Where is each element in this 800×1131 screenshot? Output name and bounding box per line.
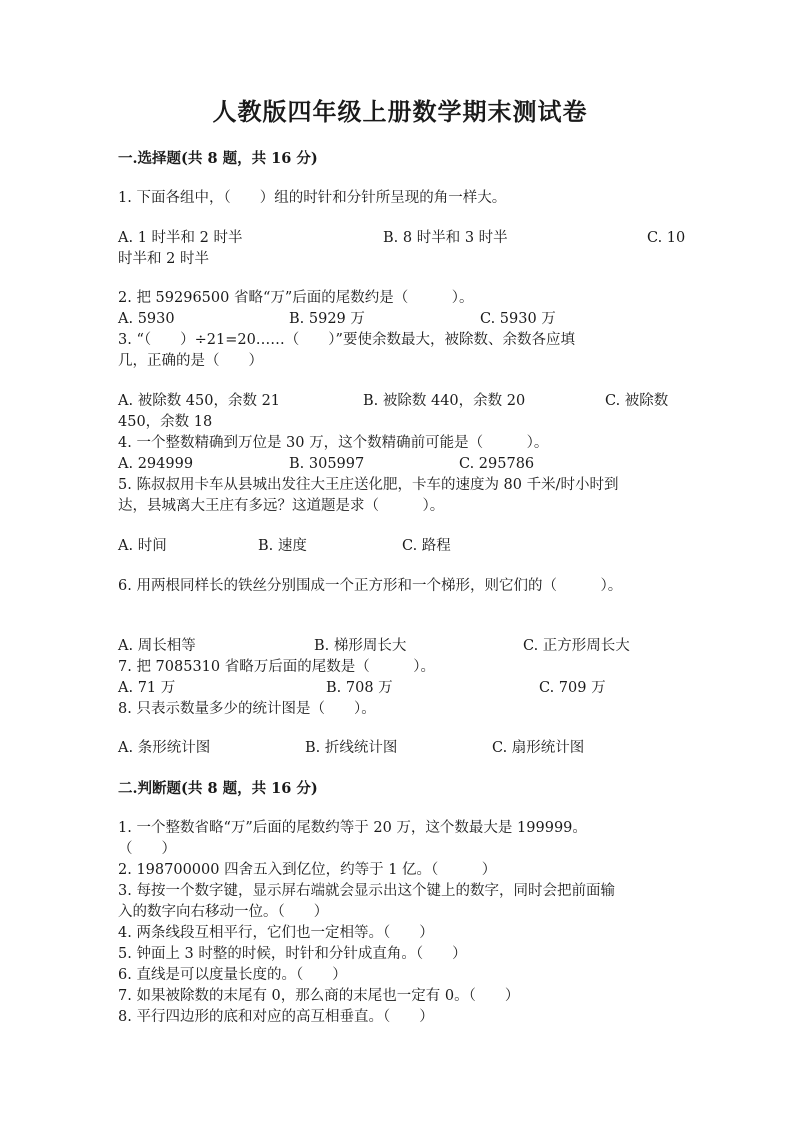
question-stem: 5. 陈叔叔用卡车从县城出发往大王庄送化肥，卡车的速度为 80 千米/时小时到: [118, 477, 619, 493]
option-a: A. 周长相等: [118, 638, 196, 654]
question-stem: 2. 把 59296500 省略“万”后面的尾数约是（ ）。: [118, 290, 474, 306]
judgement-item: 4. 两条线段互相平行，它们也一定相等。（ ）: [118, 925, 434, 941]
section-heading-choice: 一.选择题(共 8 题，共 16 分): [118, 150, 318, 167]
option-c-continued: 时半和 2 时半: [118, 251, 209, 267]
page-title: 人教版四年级上册数学期末测试卷: [212, 97, 588, 126]
judgement-item: 7. 如果被除数的末尾有 0，那么商的末尾也一定有 0。（ ）: [118, 988, 520, 1004]
judgement-item: 5. 钟面上 3 时整的时候，时针和分针成直角。（ ）: [118, 946, 467, 962]
option-b: B. 梯形周长大: [314, 638, 407, 654]
question-stem-continued: 几，正确的是（ ）: [118, 353, 263, 369]
option-b: B. 被除数 440，余数 20: [363, 393, 526, 409]
option-c: C. 5930 万: [480, 311, 556, 327]
option-c: C. 295786: [459, 456, 535, 472]
question-stem: 4. 一个整数精确到万位是 30 万，这个数精确前可能是（ ）。: [118, 435, 549, 451]
option-b: B. 速度: [258, 538, 307, 554]
judgement-item-continued: 入的数字向右移动一位。（ ）: [118, 904, 329, 920]
option-a: A. 1 时半和 2 时半: [118, 230, 243, 246]
option-a: A. 被除数 450，余数 21: [118, 393, 281, 409]
question-stem: 3. “（ ）÷21=20……（ ）”要使余数最大，被除数、余数各应填: [118, 332, 575, 348]
option-a: A. 条形统计图: [118, 740, 211, 756]
option-c: C. 路程: [402, 538, 451, 554]
option-a: A. 时间: [118, 538, 167, 554]
option-b: B. 折线统计图: [305, 740, 398, 756]
option-a: A. 71 万: [118, 680, 176, 696]
option-b: B. 305997: [289, 456, 365, 472]
question-stem-continued: 达，县城离大王庄有多远？这道题是求（ ）。: [118, 498, 445, 514]
judgement-item-bracket: （ ）: [118, 841, 176, 857]
option-c: C. 正方形周长大: [523, 638, 630, 654]
judgement-item: 3. 每按一个数字键，显示屏右端就会显示出这个键上的数字，同时会把前面输: [118, 883, 615, 899]
option-b: B. 708 万: [326, 680, 393, 696]
judgement-item: 8. 平行四边形的底和对应的高互相垂直。（ ）: [118, 1009, 434, 1025]
judgement-item: 1. 一个整数省略“万”后面的尾数约等于 20 万，这个数最大是 199999。: [118, 820, 587, 836]
judgement-item: 2. 198700000 四舍五入到亿位，约等于 1 亿。（ ）: [118, 862, 497, 878]
option-c: C. 扇形统计图: [492, 740, 585, 756]
question-stem: 1. 下面各组中，（ ）组的时针和分针所呈现的角一样大。: [118, 190, 507, 206]
option-b: B. 5929 万: [289, 311, 365, 327]
question-stem: 6. 用两根同样长的铁丝分别围成一个正方形和一个梯形，则它们的（ ）。: [118, 578, 623, 594]
section-heading-judgement: 二.判断题(共 8 题，共 16 分): [118, 780, 318, 797]
option-c: C. 10: [647, 230, 686, 246]
option-a: A. 5930: [118, 311, 175, 327]
judgement-item: 6. 直线是可以度量长度的。（ ）: [118, 967, 347, 983]
option-c: C. 709 万: [539, 680, 606, 696]
option-c-continued: 450，余数 18: [118, 414, 213, 430]
question-stem: 8. 只表示数量多少的统计图是（ ）。: [118, 701, 376, 717]
question-stem: 7. 把 7085310 省略万后面的尾数是（ ）。: [118, 659, 435, 675]
option-b: B. 8 时半和 3 时半: [383, 230, 508, 246]
option-c: C. 被除数: [605, 393, 669, 409]
option-a: A. 294999: [118, 456, 194, 472]
